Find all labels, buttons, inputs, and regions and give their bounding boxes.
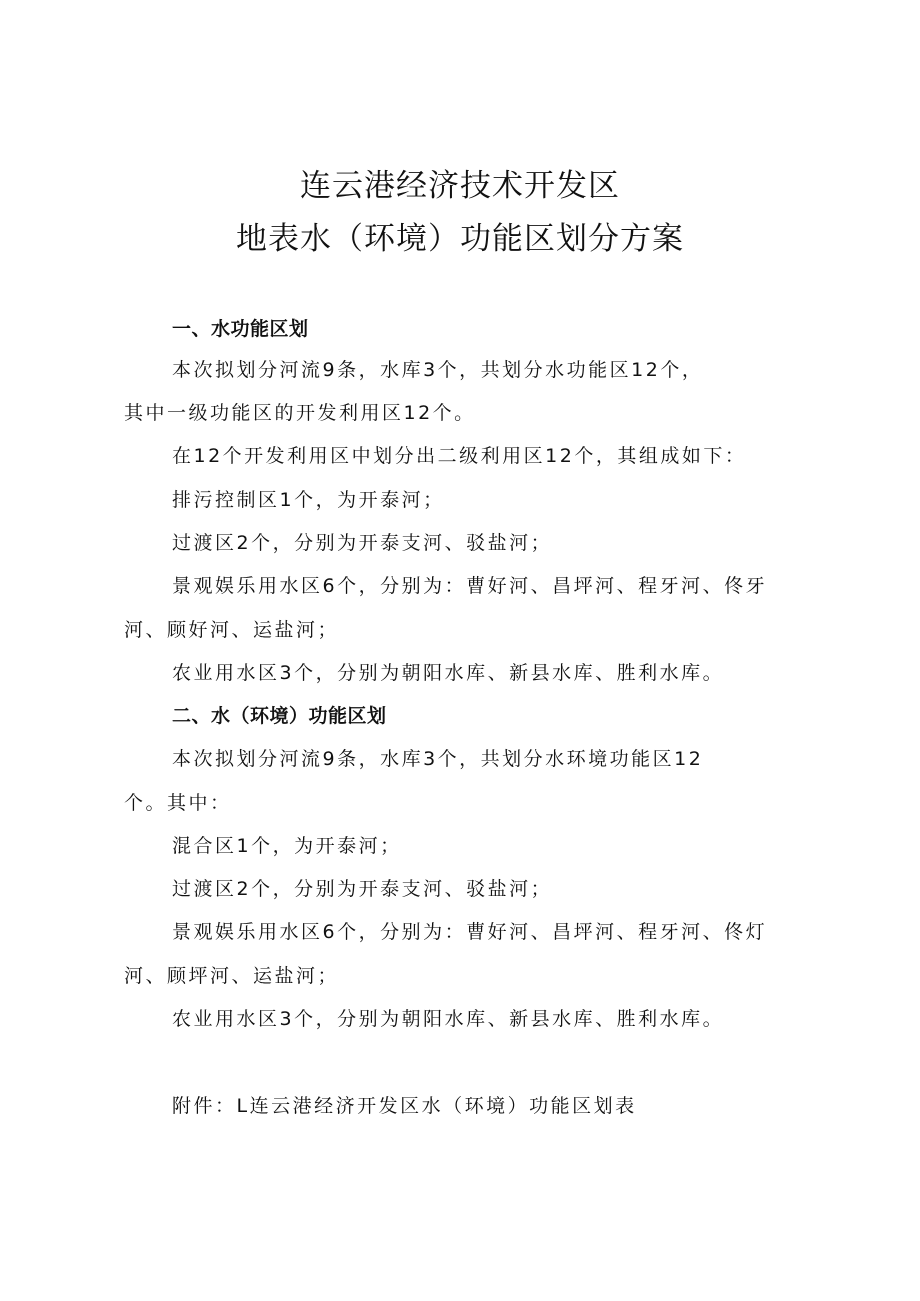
document-title-line-2: 地表水（环境）功能区划分方案 (236, 221, 684, 257)
section-2-paragraph-line: 景观娱乐用水区6个，分别为：曹好河、昌坪河、程牙河、佟灯 (172, 921, 768, 943)
section-1-heading: 一、水功能区划 (172, 318, 309, 340)
section-2-paragraph-line: 农业用水区3个，分别为朝阳水库、新县水库、胜利水库。 (172, 1008, 725, 1030)
section-1-paragraph-line: 其中一级功能区的开发利用区12个。 (124, 402, 476, 424)
document-title-line-1: 连云港经济技术开发区 (300, 168, 620, 204)
section-2-paragraph-line: 过渡区2个，分别为开泰支河、驳盐河； (172, 878, 553, 900)
section-2-paragraph-line: 混合区1个，为开泰河； (172, 835, 402, 857)
section-2-heading: 二、水（环境）功能区划 (172, 705, 387, 727)
section-1-paragraph-line: 本次拟划分河流9条，水库3个，共划分水功能区12个， (172, 359, 704, 381)
section-1-paragraph-line: 景观娱乐用水区6个，分别为：曹好河、昌坪河、程牙河、佟牙 (172, 575, 768, 597)
section-1-paragraph-line: 过渡区2个，分别为开泰支河、驳盐河； (172, 532, 553, 554)
section-2-paragraph-line: 河、顾坪河、运盐河； (124, 965, 340, 987)
section-2-paragraph-line: 本次拟划分河流9条，水库3个，共划分水环境功能区12 (172, 748, 704, 770)
section-1-paragraph-line: 在12个开发利用区中划分出二级利用区12个，其组成如下： (172, 445, 747, 467)
attachment-note: 附件：L连云港经济开发区水（环境）功能区划表 (172, 1095, 637, 1117)
section-1-paragraph-line: 河、顾好河、运盐河； (124, 619, 340, 641)
section-2-paragraph-line: 个。其中： (124, 792, 232, 814)
section-1-paragraph-line: 排污控制区1个，为开泰河； (172, 489, 445, 511)
section-1-paragraph-line: 农业用水区3个，分别为朝阳水库、新县水库、胜利水库。 (172, 662, 725, 684)
